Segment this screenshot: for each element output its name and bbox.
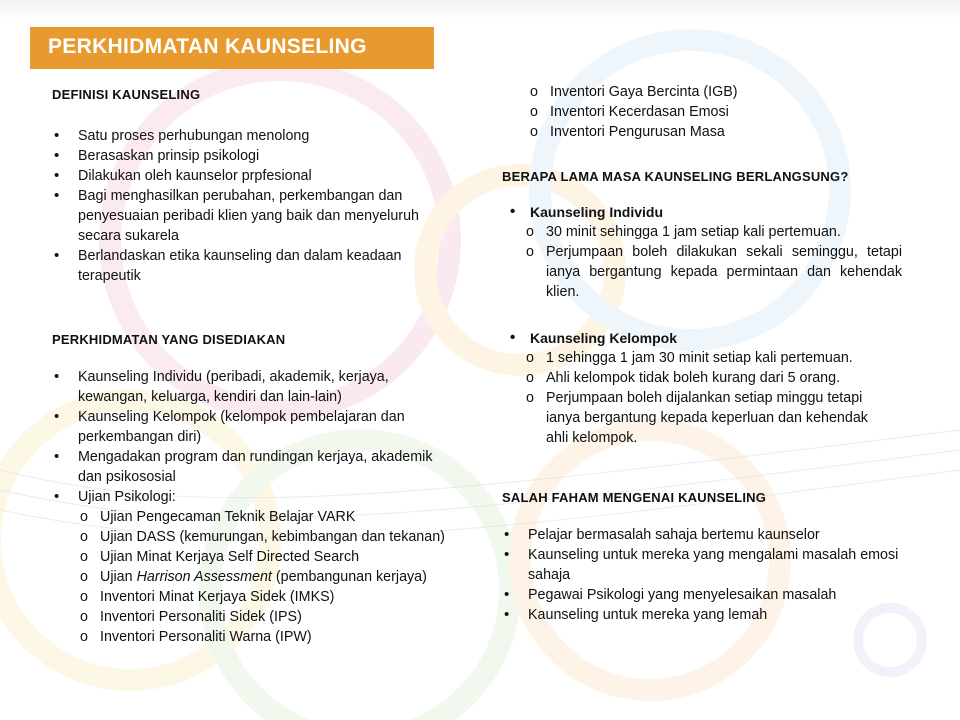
- list-item: • Kaunseling Individu (peribadi, akademik, kerjaya,: [52, 367, 445, 387]
- berapa-heading: BERAPA LAMA MASA KAUNSELING BERLANGSUNG?: [502, 169, 849, 184]
- list-item: • Kaunseling untuk mereka yang mengalami masalah emosi: [502, 545, 902, 565]
- list-item-cont: terapeutik: [78, 268, 141, 284]
- list-item: • Pegawai Psikologi yang menyelesaikan masalah: [502, 585, 902, 605]
- list-item: • Bagi menghasilkan perubahan, perkembangan dan: [52, 186, 445, 206]
- list-item: • Pelajar bermasalah sahaja bertemu kaunselor: [502, 525, 902, 545]
- list-item: • Mengadakan program dan rundingan kerjaya, akademik: [52, 447, 445, 467]
- inventori-item: o Inventori Gaya Bercinta (IGB): [502, 82, 902, 102]
- list-item-cont: dan psikososial: [78, 469, 176, 485]
- left-column: [52, 87, 445, 647]
- list-item: • Kaunseling untuk mereka yang lemah: [502, 605, 902, 625]
- list-item-cont: penyesuaian peribadi klien yang baik dan menyeluruh: [78, 208, 419, 224]
- ujian-item: o Inventori Personaliti Sidek (IPS): [52, 607, 445, 627]
- ujian-item: o Ujian Minat Kerjaya Self Directed Search: [52, 547, 445, 567]
- list-item: o Perjumpaan boleh dilakukan sekali seminggu, tetapi: [502, 242, 902, 262]
- list-item: o Perjumpaan boleh dijalankan setiap minggu tetapi: [502, 388, 902, 408]
- list-item: • Ujian Psikologi:: [52, 487, 445, 507]
- list-item-cont: klien.: [546, 284, 580, 300]
- harrison-prefix: Ujian: [100, 569, 137, 585]
- list-item-cont: ianya bergantung kepada permintaan dan kehendak: [546, 264, 902, 280]
- title-banner: [30, 27, 434, 69]
- list-item: o 1 sehingga 1 jam 30 minit setiap kali pertemuan.: [502, 348, 902, 368]
- inventori-item: o Inventori Pengurusan Masa: [502, 122, 902, 142]
- list-item-cont: perkembangan diri): [78, 429, 202, 445]
- list-item: • Kaunseling Kelompok (kelompok pembelajaran dan: [52, 407, 445, 427]
- perkhidmatan-heading: PERKHIDMATAN YANG DISEDIAKAN: [52, 332, 286, 347]
- harrison-suffix: (pembangunan kerjaya): [271, 569, 427, 585]
- list-item: o Ahli kelompok tidak boleh kurang dari 5 orang.: [502, 368, 902, 388]
- inventori-item: o Inventori Kecerdasan Emosi: [502, 102, 902, 122]
- individu-label: • Kaunseling Individu: [502, 202, 902, 222]
- list-item: • Berasaskan prinsip psikologi: [52, 146, 445, 166]
- ujian-item-harrison: [52, 567, 445, 587]
- list-item-cont: kewangan, keluarga, kendiri dan lain-lain): [78, 389, 342, 405]
- right-column: [502, 82, 902, 625]
- kelompok-label: • Kaunseling Kelompok: [502, 328, 902, 348]
- list-item: o 30 minit sehingga 1 jam setiap kali pertemuan.: [502, 222, 902, 242]
- list-item-cont: ianya bergantung kepada keperluan dan kehendak: [546, 410, 868, 426]
- list-item: • Satu proses perhubungan menolong: [52, 126, 445, 146]
- definisi-heading: DEFINISI KAUNSELING: [52, 87, 201, 102]
- ujian-item: o Ujian DASS (kemurungan, kebimbangan dan tekanan): [52, 527, 445, 547]
- ujian-item: o Inventori Personaliti Warna (IPW): [52, 627, 445, 647]
- list-item: • Dilakukan oleh kaunselor prpfesional: [52, 166, 445, 186]
- list-item: • Berlandaskan etika kaunseling dan dalam keadaan: [52, 246, 445, 266]
- list-item-cont: sahaja: [528, 567, 571, 583]
- salah-faham-heading: SALAH FAHAM MENGENAI KAUNSELING: [502, 490, 767, 505]
- list-item-cont: ahli kelompok.: [546, 430, 638, 446]
- ujian-item: o Inventori Minat Kerjaya Sidek (IMKS): [52, 587, 445, 607]
- ujian-item: o Ujian Pengecaman Teknik Belajar VARK: [52, 507, 445, 527]
- list-item-cont: secara sukarela: [78, 228, 179, 244]
- page-title: PERKHIDMATAN KAUNSELING: [48, 35, 367, 58]
- harrison-italic: Harrison Assessment: [136, 569, 272, 585]
